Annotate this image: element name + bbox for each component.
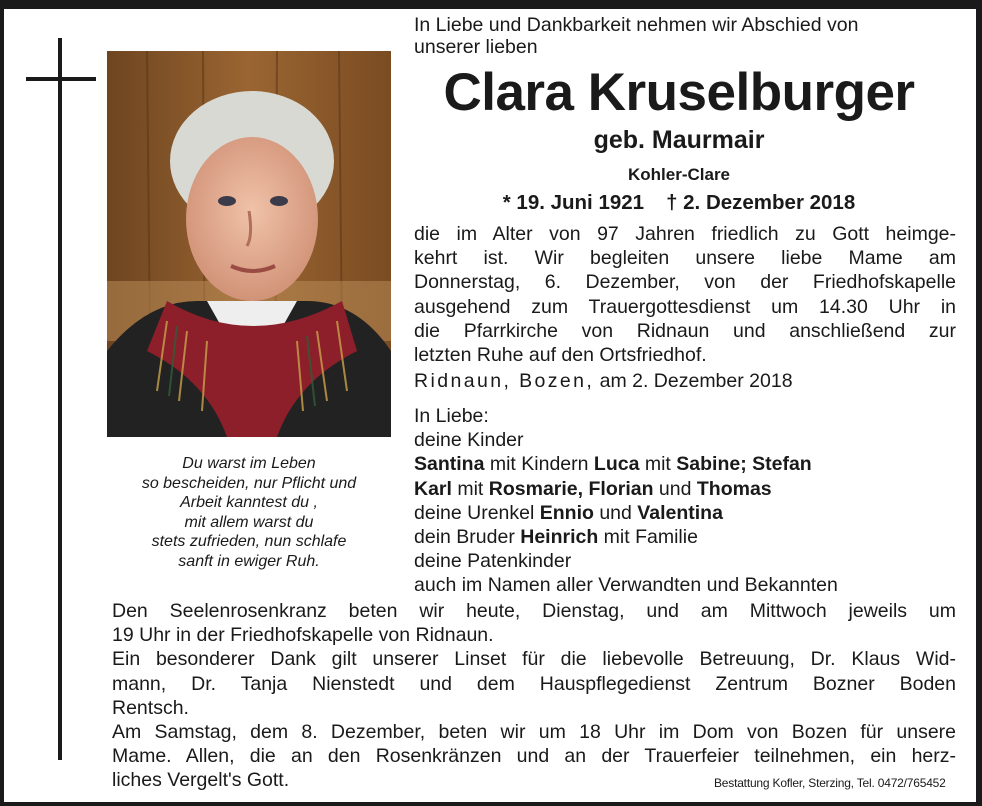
family-text: mit [639,453,677,476]
family-name: Thomas [696,477,772,500]
text-line: Mame. Allen, die an den Rosenkränzen und an der Trauerfeier teilnehmen, ein herz- [112,745,956,768]
poem-line: sanft in ewiger Ruh. [178,552,320,570]
family-line [414,452,956,476]
text-line: die Pfarrkirche von Ridnaun und anschließend zur [414,319,956,342]
place: Ridnaun, Bozen, [414,370,595,392]
text-line: mann, Dr. Tanja Nienstedt und dem Hauspflegedienst Zentrum Bozner Boden [112,672,956,695]
cross-icon-vertical [58,38,62,760]
family-text: mit [451,477,489,500]
poem-line: Du warst im Leben [182,455,316,472]
family-name: Luca [593,453,640,476]
family-name: Heinrich [520,526,599,549]
date: am 2. Dezember 2018 [594,370,793,392]
family-name: Santina [414,453,485,476]
family-name: Rosmarie, Florian [488,477,654,500]
text-line: ausgehend zum Trauergottesdienst um 14.30 Uhr in [414,295,956,318]
text-line: 19 Uhr in der Friedhofskapelle von Ridnaun. [112,624,494,647]
family-text: deine Urenkel [414,501,540,524]
family-line [414,525,956,549]
poem-line: so bescheiden, nur Pflicht und [141,474,357,492]
family-name: Valentina [637,501,723,524]
birth-date: * 19. Juni 1921 [502,191,645,214]
family-line [414,501,956,525]
family-heading: In Liebe: [414,405,489,427]
text-line: Ein besonderer Dank gilt unserer Linset für die liebevolle Betreuung, Dr. Klaus Wid- [112,648,956,671]
family-text: und [593,501,638,524]
family-text: dein Bruder [414,526,521,549]
family-name: Sabine; Stefan [676,453,812,476]
poem-line: mit allem warst du [184,513,314,531]
family-line: auch im Namen aller Verwandten und Bekannten [414,574,838,597]
text-line: Am Samstag, dem 8. Dezember, beten wir um 18 Uhr im Dom von Bozen für unsere [112,721,956,744]
portrait-illustration [107,51,391,437]
text-line: Donnerstag, 6. Dezember, von der Friedhofskapelle [414,271,956,294]
family-text: und [653,477,697,500]
text-line: liches Vergelt's Gott. [112,769,290,792]
poem [107,454,391,571]
family-text: mit Kindern [484,453,594,476]
family-name: Ennio [539,501,594,524]
nickname: Kohler-Clare [627,165,731,184]
text-line: Den Seelenrosenkranz beten wir heute, Dienstag, und am Mittwoch jeweils um [112,600,956,622]
place-date [414,369,956,393]
notes-text [112,599,956,793]
text-line: Rentsch. [112,696,189,719]
family-name: Karl [414,477,452,500]
text-line: letzten Ruhe auf den Ortsfriedhof. [414,344,707,367]
deceased-name: Clara Kruselburger [443,63,915,122]
family-line: deine Patenkinder [414,550,572,573]
family-text: mit Familie [598,526,698,549]
poem-line: Arbeit kanntest du , [180,494,318,511]
funeral-home-credit: Bestattung Kofler, Sterzing, Tel. 0472/765452 [714,776,946,790]
maiden-name: geb. Maurmair [593,126,765,154]
portrait-photo [107,51,391,437]
poem-line: stets zufrieden, nun schlafe [151,533,347,550]
family-list [414,404,956,598]
announcement-text [414,222,956,367]
text-line: kehrt ist. Wir begleiten unsere liebe Mame am [414,247,956,270]
death-date: † 2. Dezember 2018 [666,191,856,214]
text-line: die im Alter von 97 Jahren friedlich zu Gott heimge- [414,223,956,245]
intro-text [414,14,858,58]
life-dates [414,190,944,216]
intro-line: unserer lieben [414,36,538,58]
family-line: deine Kinder [414,429,524,452]
intro-line: In Liebe und Dankbarkeit nehmen wir Abschied von [414,14,859,36]
family-line [414,477,956,501]
cross-icon-horizontal [26,77,96,81]
